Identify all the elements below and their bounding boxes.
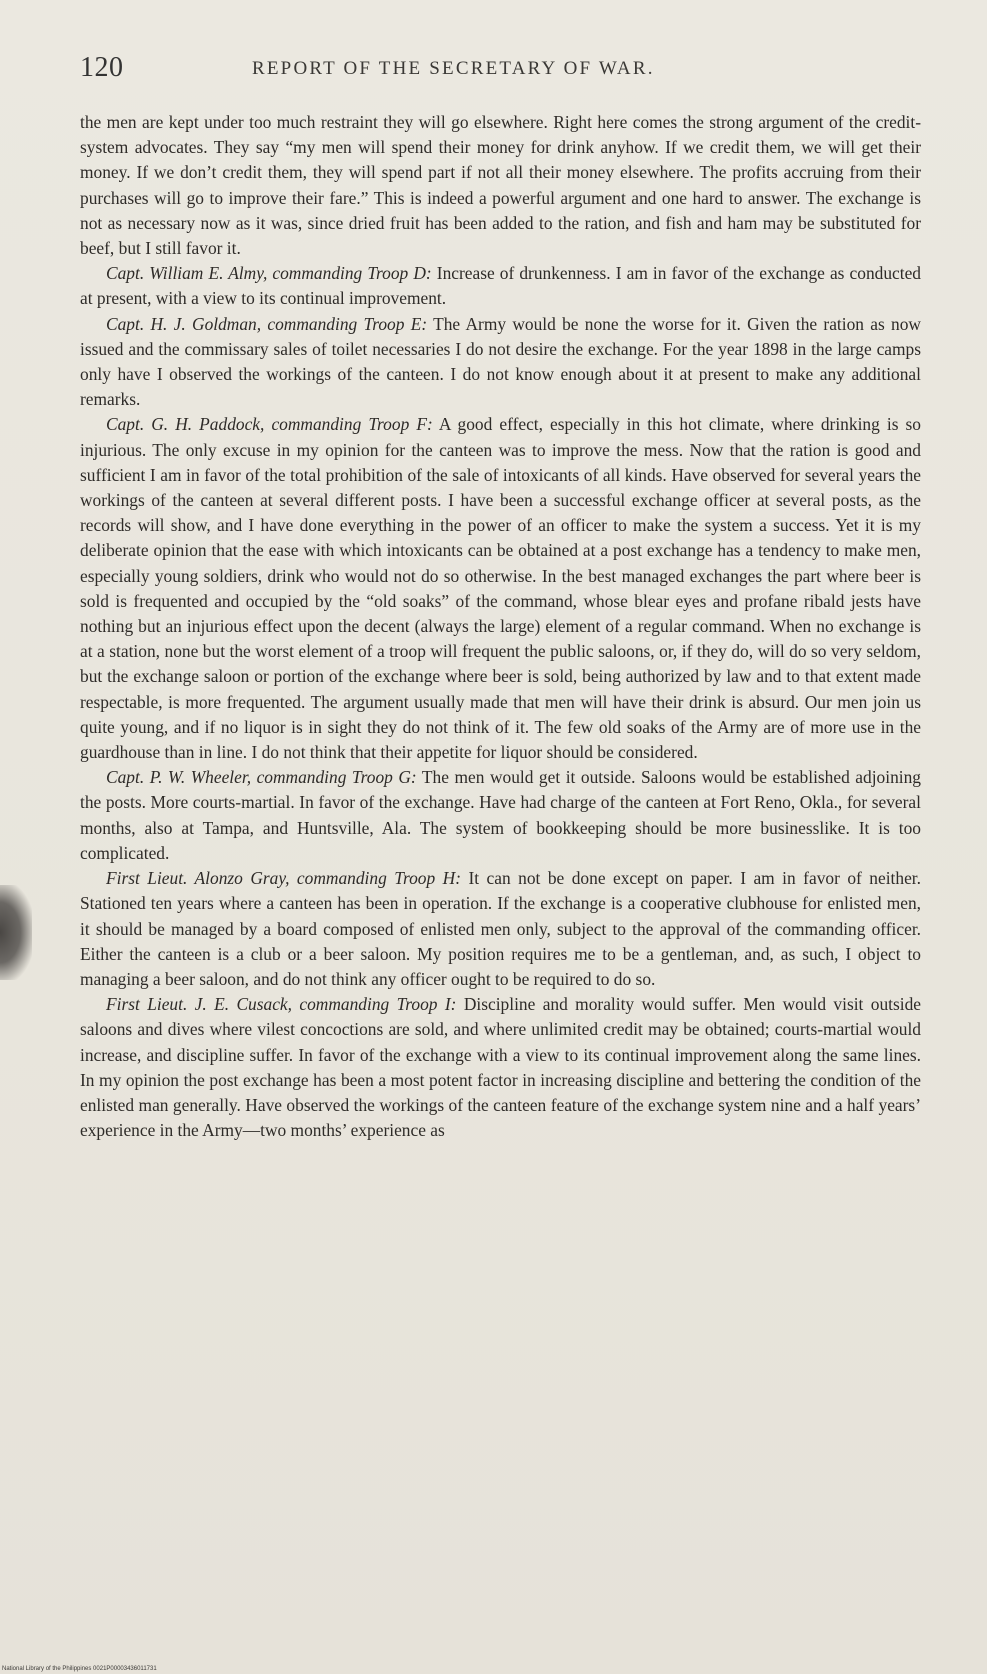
paragraph-text: It can not be done except on paper. I am in favor of neither. Stationed ten years where a canteen has been in operation. If the exchange is a cooperative clubhouse for enlisted men, it should be managed by a board composed of enlisted men only, subject to the approval of the commanding officer. Either the canteen is a club or a beer saloon. My position requires me to be a gentleman, and, as such, I object to managing a beer saloon, and do not think any officer ought to be required to do so.	[80, 868, 921, 989]
scan-credit: National Library of the Philippines 0021P00003436011731	[2, 1666, 157, 1672]
page-header	[80, 52, 927, 92]
speaker-name: Capt. H. J. Goldman, commanding Troop E:	[106, 313, 428, 334]
body-text	[80, 110, 921, 1143]
paragraph	[80, 412, 921, 765]
paragraph-text: Discipline and morality would suffer. Men would visit outside saloons and dives where vilest concoctions are sold, and where unlimited credit may be obtained; courts-martial would increase, and discipline suffer. In favor of the exchange with a view to its continual improvement along the same lines. In my opinion the post exchange has been a most potent factor in increasing discipline and bettering the condition of the enlisted man generally. Have observed the workings of the canteen feature of the exchange system nine and a half years’ experience in the Army—two months’ experience as	[80, 994, 922, 1141]
paragraph	[80, 312, 921, 413]
speaker-name: Capt. P. W. Wheeler, commanding Troop G:	[106, 767, 417, 788]
paragraph	[80, 110, 921, 261]
paragraph-text: the men are kept under too much restraint they will go elsewhere. Right here comes the strong argument of the credit-system advocates. They say “my men will spend their money for drink anyhow. If we credit them, we will get their money. If we don’t credit them, they will spend part if not all their money elsewhere. The profits accruing from their purchases will go to improve their fare.” This is indeed a powerful argument and one hard to answer. The exchange is not as necessary now as it was, since dried fruit has been added to the ration, and fish and ham may be substituted for beef, but I still favor it.	[80, 112, 921, 259]
page-number: 120	[80, 52, 124, 83]
speaker-name: Capt. William E. Almy, commanding Troop D:	[106, 263, 432, 284]
paragraph-text: The men would get it outside. Saloons would be established adjoining the posts. More courts-martial. In favor of the exchange. Have had charge of the canteen at Fort Reno, Okla., for several months, also at Tampa, and Huntsville, Ala. The system of bookkeeping should be more businesslike. It is too complicated.	[80, 767, 921, 863]
speaker-name: First Lieut. Alonzo Gray, commanding Troop H:	[106, 868, 461, 889]
paragraph	[80, 992, 921, 1143]
running-head: REPORT OF THE SECRETARY OF WAR.	[252, 58, 655, 79]
paragraph-text: The Army would be none the worse for it. Given the ration as now issued and the commissary sales of toilet necessaries I do not desire the exchange. For the year 1898 in the large camps only have I observed the workings of the canteen. I do not know enough about it at present to make any additional remarks.	[80, 313, 921, 410]
paragraph	[80, 765, 921, 866]
speaker-name: First Lieut. J. E. Cusack, commanding Troop I:	[106, 994, 457, 1015]
paragraph-text: Increase of drunkenness. I am in favor of the exchange as conducted at present, with a view to its continual improvement.	[80, 263, 922, 309]
paragraph-text: A good effect, especially in this hot climate, where drinking is so injurious. The only excuse in my opinion for the canteen was to improve the mess. Now that the ration is good and sufficient I am in favor of the total prohibition of the sale of intoxicants of all kinds. Have observed for several years the workings of the canteen at several different posts. I have been a successful exchange officer at several posts, as the records will show, and I have done everything in the power of an officer to make the system a success. Yet it is my deliberate opinion that the ease with which intoxicants can be obtained at a post exchange has a tendency to make men, especially young soldiers, drink who would not do so otherwise. In the best managed exchanges the part where beer is sold is frequented and occupied by the “old soaks” of the command, whose blear eyes and profane ribald jests have nothing but an injurious effect upon the decent (always the large) element of a regular command. When no exchange is at a station, none but the worst element of a troop will frequent the public saloons, or, if they do, will do so very seldom, but the exchange saloon or portion of the exchange where beer is sold, being authorized by law and to that extent made respectable, is more frequented. The argument usually made that men will have their drink is absurd. Our men join us quite young, and if no liquor is in sight they do not think of it. The few old soaks of the Army are of more use in the guardhouse than in line. I do not think that their appetite for liquor should be considered.	[80, 414, 921, 763]
scan-shadow	[0, 885, 32, 980]
speaker-name: Capt. G. H. Paddock, commanding Troop F:	[106, 414, 433, 435]
paragraph	[80, 261, 921, 311]
paragraph	[80, 866, 921, 992]
